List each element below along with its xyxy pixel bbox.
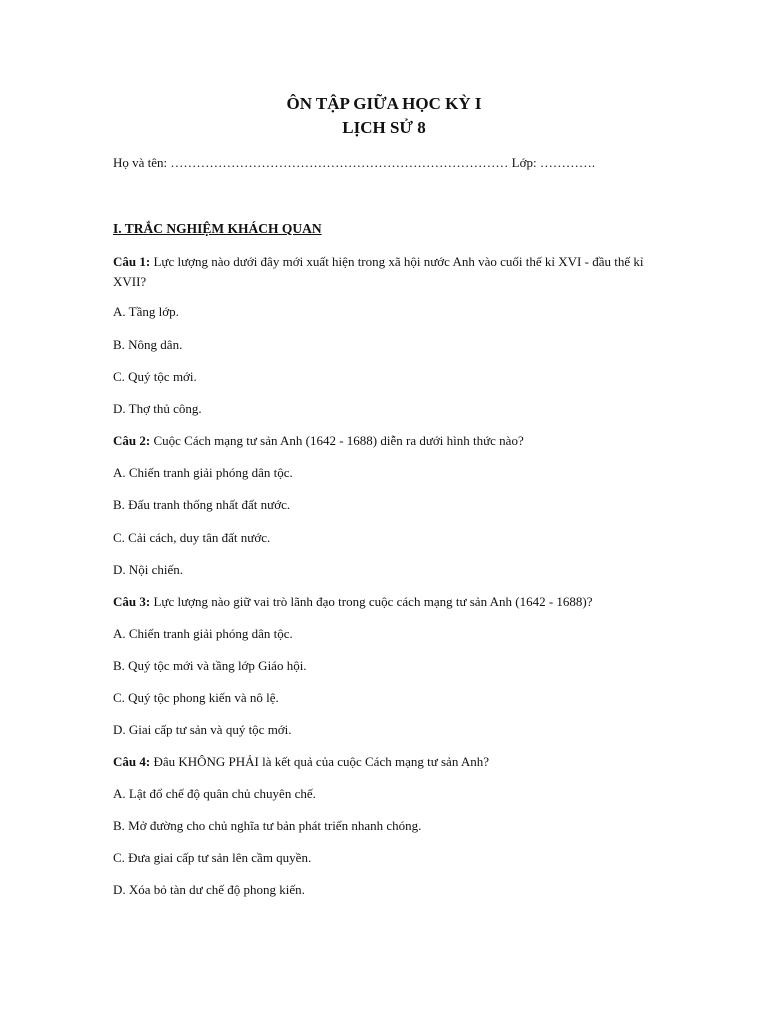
name-blank: …………………………………………………………………… <box>170 155 509 170</box>
q3-option-d: D. Giai cấp tư sản và quý tộc mới. <box>113 722 292 737</box>
q2-option-c: C. Cải cách, duy tân đất nước. <box>113 530 271 545</box>
question-4-text: Đâu KHÔNG PHẢI là kết quả của cuộc Cách mạng tư sản Anh? <box>150 754 490 769</box>
question-2 <box>113 431 673 451</box>
q4-option-a: A. Lật đổ chế độ quân chủ chuyên chế. <box>113 786 316 801</box>
question-4 <box>113 752 673 772</box>
q4-option-b: B. Mở đường cho chủ nghĩa tư bản phát triển nhanh chóng. <box>113 818 422 833</box>
question-1-label: Câu 1: <box>113 254 151 269</box>
q3-option-a: A. Chiến tranh giải phóng dân tộc. <box>113 626 293 641</box>
question-2-label: Câu 2: <box>113 433 151 448</box>
question-4-label: Câu 4: <box>113 754 151 769</box>
question-3 <box>113 592 673 612</box>
q1-option-d: D. Thợ thủ công. <box>113 401 202 416</box>
question-3-label: Câu 3: <box>113 594 151 609</box>
question-1 <box>113 252 653 292</box>
question-2-text: Cuộc Cách mạng tư sản Anh (1642 - 1688) diễn ra dưới hình thức nào? <box>150 433 524 448</box>
q1-option-a: A. Tầng lớp. <box>113 304 179 319</box>
q2-option-b: B. Đấu tranh thống nhất đất nước. <box>113 497 291 512</box>
q2-option-a: A. Chiến tranh giải phóng dân tộc. <box>113 465 293 480</box>
class-blank: …………. <box>539 155 596 170</box>
q1-option-b: B. Nông dân. <box>113 337 183 352</box>
q3-option-c: C. Quý tộc phong kiến và nô lệ. <box>113 690 279 705</box>
page-title: ÔN TẬP GIỮA HỌC KỲ I <box>286 94 482 113</box>
q4-option-d: D. Xóa bỏ tàn dư chế độ phong kiến. <box>113 882 305 897</box>
q4-option-c: C. Đưa giai cấp tư sản lên cầm quyền. <box>113 850 312 865</box>
question-3-text: Lực lượng nào giữ vai trò lãnh đạo trong cuộc cách mạng tư sản Anh (1642 - 1688)? <box>150 594 593 609</box>
name-label: Họ và tên: <box>113 155 168 170</box>
q3-option-b: B. Quý tộc mới và tầng lớp Giáo hội. <box>113 658 307 673</box>
section-heading: I. TRẮC NGHIỆM KHÁCH QUAN <box>113 221 322 236</box>
q1-option-c: C. Quý tộc mới. <box>113 369 197 384</box>
question-1-text: Lực lượng nào dưới đây mới xuất hiện trong xã hội nước Anh vào cuối thế kỉ XVI - đầu thế kỉ XVII? <box>113 254 644 289</box>
student-info-line <box>113 153 673 173</box>
page-subtitle: LỊCH SỬ 8 <box>342 118 426 137</box>
q2-option-d: D. Nội chiến. <box>113 562 184 577</box>
class-label: Lớp: <box>511 155 537 170</box>
